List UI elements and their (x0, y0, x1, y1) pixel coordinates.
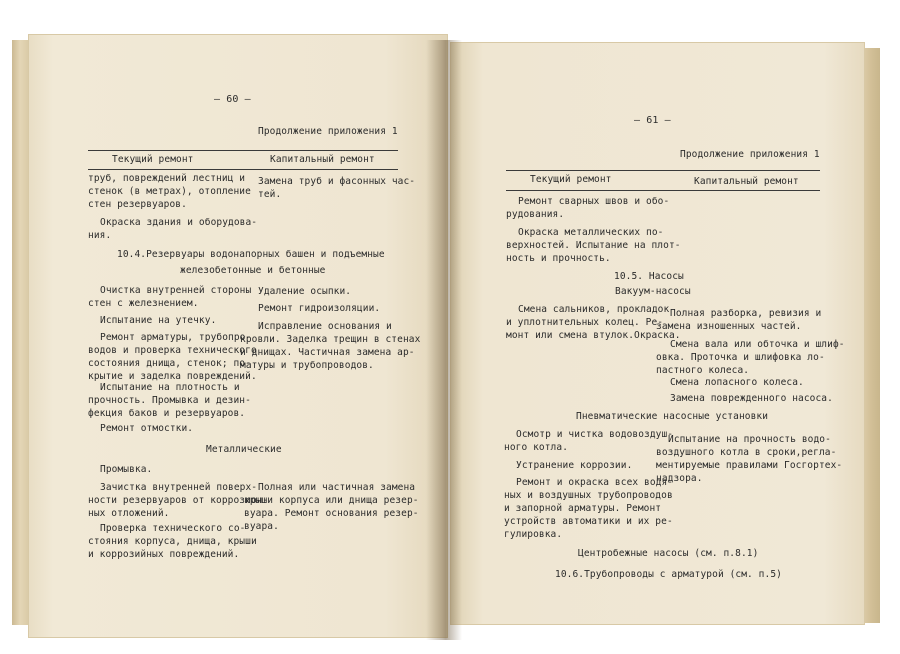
column-header-current: Текущий ремонт (530, 174, 612, 185)
text-line: Полная разборка, ревизия и (670, 308, 822, 319)
page-number-61: — 61 — (634, 115, 671, 126)
column-header-current: Текущий ремонт (112, 154, 194, 165)
text-line: прочность. Промывка и дезин- (88, 395, 251, 406)
text-line: стен резервуаров. (88, 199, 187, 210)
text-line: водов и проверка технического (88, 345, 257, 356)
text-line: Смена вала или обточка и шлиф- (670, 339, 845, 350)
text-line: фекция баков и резервуаров. (88, 408, 246, 419)
text-line: ности резервуаров от коррозион- (88, 495, 269, 506)
text-line: Полная или частичная замена (258, 482, 416, 493)
section-heading: Пневматические насосные установки (576, 411, 769, 422)
text-line: и днищах. Частичная замена ар- (240, 347, 415, 358)
text-line: Ремонт и окраска всех водя- (516, 477, 674, 488)
section-heading: железобетонные и бетонные (180, 265, 326, 276)
section-heading: 10.5. Насосы (614, 271, 684, 282)
text-line: ность и прочность. (506, 253, 611, 264)
text-line: Очистка внутренней стороны (100, 285, 252, 296)
text-line: пастного колеса. (656, 365, 750, 376)
text-line: стояния корпуса, днища, крыши (88, 536, 257, 547)
text-line: воздушного котла в сроки,регла- (656, 447, 837, 458)
text-line: Окраска металлических по- (518, 227, 664, 238)
text-line: Проверка технического со- (100, 523, 246, 534)
text-line: монт или смена втулок.Окраска. (506, 330, 681, 341)
continuation-note: Продолжение приложения 1 (258, 126, 398, 137)
text-line: тей. (258, 189, 282, 200)
text-line: стенок (в метрах), отопление (88, 186, 251, 197)
text-line: матуры и трубопроводов. (240, 360, 374, 371)
book-spine (426, 40, 462, 640)
text-line: ния. (88, 230, 112, 241)
text-line: рудования. (506, 209, 565, 220)
table-rule-top (506, 170, 820, 171)
text-line: стен с железнением. (88, 298, 199, 309)
section-heading: Центробежные насосы (см. п.8.1) (578, 548, 759, 559)
text-line: Осмотр и чистка водовоздуш- (516, 429, 674, 440)
section-heading: 10.6.Трубопроводы с арматурой (см. п.5) (555, 569, 782, 580)
text-line: Ремонт арматуры, трубопро- (100, 332, 252, 343)
table-rule-bottom (506, 190, 820, 191)
text-line: кровли. Заделка трещин в стенах (240, 334, 421, 345)
text-line: ного котла. (504, 442, 569, 453)
continuation-note: Продолжение приложения 1 (680, 149, 820, 160)
text-line: устройств автоматики и их ре- (504, 516, 673, 527)
text-line: Смена лопасного колеса. (670, 377, 804, 388)
text-line: Удаление осыпки. (258, 286, 352, 297)
text-line: Испытание на плотность и (100, 382, 240, 393)
text-line: Ремонт гидроизоляции. (258, 303, 381, 314)
text-line: овка. Проточка и шлифовка ло- (656, 352, 825, 363)
text-line: крытие и заделка повреждений. (88, 371, 257, 382)
text-line: надзора. (656, 473, 703, 484)
text-line: гулировка. (504, 529, 563, 540)
text-line: ных отложений. (88, 508, 170, 519)
text-line: ных и воздушных трубопроводов (504, 490, 673, 501)
text-line: замена изношенных частей. (656, 321, 802, 332)
text-line: Испытание на прочность водо- (668, 434, 831, 445)
text-line: Зачистка внутренней поверх- (100, 482, 258, 493)
text-line: Ремонт сварных швов и обо- (518, 196, 670, 207)
text-line: верхностей. Испытание на плот- (506, 240, 681, 251)
page-number-60: — 60 — (214, 94, 251, 105)
text-line: и уплотнительных колец. Ре- (506, 317, 664, 328)
text-line: Исправление основания и (258, 321, 392, 332)
text-line: вуара. (244, 521, 279, 532)
table-rule-bottom (88, 169, 398, 170)
column-header-capital: Капитальный ремонт (270, 154, 375, 165)
text-line: Устранение коррозии. (516, 460, 633, 471)
text-line: Замена поврежденного насоса. (670, 393, 833, 404)
text-line: ментируемые правилами Госгортех- (656, 460, 843, 471)
section-heading: 10.4.Резервуары водонапорных башен и подъемные (117, 249, 385, 260)
text-line: Смена сальников, прокладок (518, 304, 670, 315)
text-line: Замена труб и фасонных час- (258, 176, 416, 187)
table-rule-top (88, 150, 398, 151)
text-line: труб, повреждений лестниц и (88, 173, 246, 184)
column-header-capital: Капитальный ремонт (694, 176, 799, 187)
text-line: Окраска здания и оборудова- (100, 217, 258, 228)
text-line: Промывка. (100, 464, 153, 475)
section-heading: Металлические (206, 444, 282, 455)
text-line: Испытание на утечку. (100, 315, 217, 326)
text-line: вуара. Ремонт основания резер- (244, 508, 419, 519)
text-line: крыши корпуса или днища резер- (244, 495, 419, 506)
text-line: состояния днища, стенок; по- (88, 358, 251, 369)
text-line: и коррозийных повреждений. (88, 549, 240, 560)
section-heading: Вакуум-насосы (615, 286, 691, 297)
text-line: Ремонт отмостки. (100, 423, 194, 434)
text-line: и запорной арматуры. Ремонт (504, 503, 662, 514)
